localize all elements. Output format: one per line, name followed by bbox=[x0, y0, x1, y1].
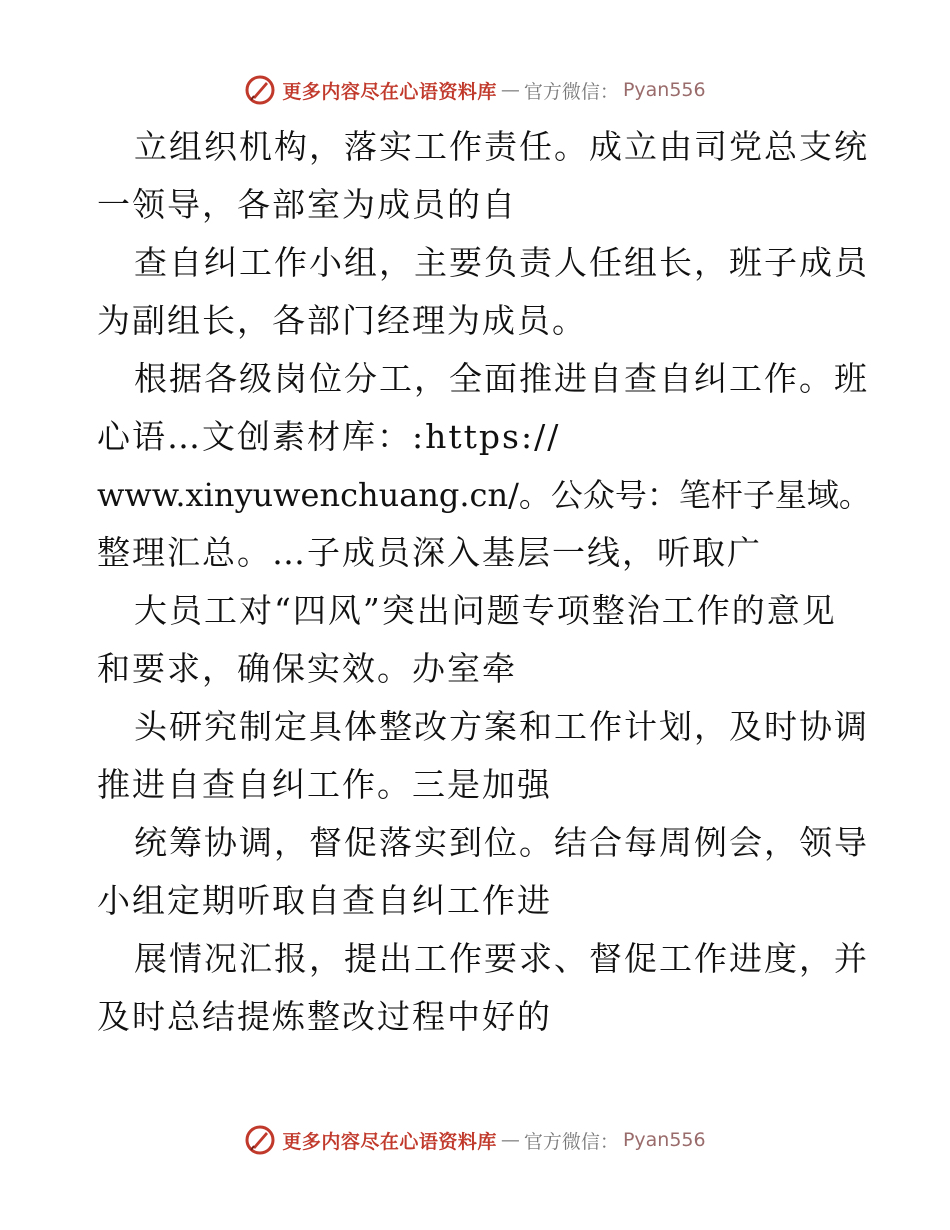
banner-wechat-label: 官方微信： bbox=[523, 80, 619, 103]
body-line: 和要求，确保实效。办室牵 bbox=[97, 649, 517, 688]
body-line: 及时总结提炼整改过程中好的 bbox=[97, 997, 552, 1036]
header-banner bbox=[0, 70, 950, 110]
quill-logo-icon bbox=[244, 1124, 276, 1156]
body-line: 一领导，各部室为成员的自 bbox=[97, 185, 517, 224]
body-line: 查自纠工作小组，主要负责人任组长，班子成员 bbox=[134, 243, 869, 282]
quill-logo-icon bbox=[244, 74, 276, 106]
body-line: 小组定期听取自查自纠工作进 bbox=[97, 881, 552, 920]
banner-main-text: 更多内容尽在心语资料库 bbox=[282, 1130, 497, 1153]
body-line: 头研究制定具体整改方案和工作计划，及时协调 bbox=[134, 707, 869, 746]
banner-wechat-id: Pyan556 bbox=[622, 79, 706, 101]
body-line: 整理汇总。…子成员深入基层一线，听取广 bbox=[97, 533, 762, 572]
banner-dash: — bbox=[500, 1129, 520, 1151]
body-line: 展情况汇报，提出工作要求、督促工作进度，并 bbox=[134, 939, 869, 978]
body-line: 为副组长，各部门经理为成员。 bbox=[97, 301, 587, 340]
body-line: 立组织机构，落实工作责任。成立由司党总支统 bbox=[134, 127, 869, 166]
banner-wechat-id: Pyan556 bbox=[622, 1129, 706, 1151]
banner-wechat-label: 官方微信： bbox=[523, 1130, 619, 1153]
body-line: 统筹协调，督促落实到位。结合每周例会，领导 bbox=[134, 823, 869, 862]
body-line: 推进自查自纠工作。三是加强 bbox=[97, 765, 552, 804]
footer-banner bbox=[0, 1120, 950, 1160]
body-line-url: www.xinyuwenchuang.cn/。公众号：笔杆子星域。 bbox=[97, 476, 871, 514]
body-line: 根据各级岗位分工，全面推进自查自纠工作。班 bbox=[134, 359, 869, 398]
banner-dash: — bbox=[500, 79, 520, 101]
document-body bbox=[97, 118, 871, 1046]
body-line-url-label: 心语…文创素材库：:https:// bbox=[97, 417, 561, 456]
body-line: 大员工对“四风”突出问题专项整治工作的意见 bbox=[134, 591, 837, 630]
banner-main-text: 更多内容尽在心语资料库 bbox=[282, 80, 497, 103]
